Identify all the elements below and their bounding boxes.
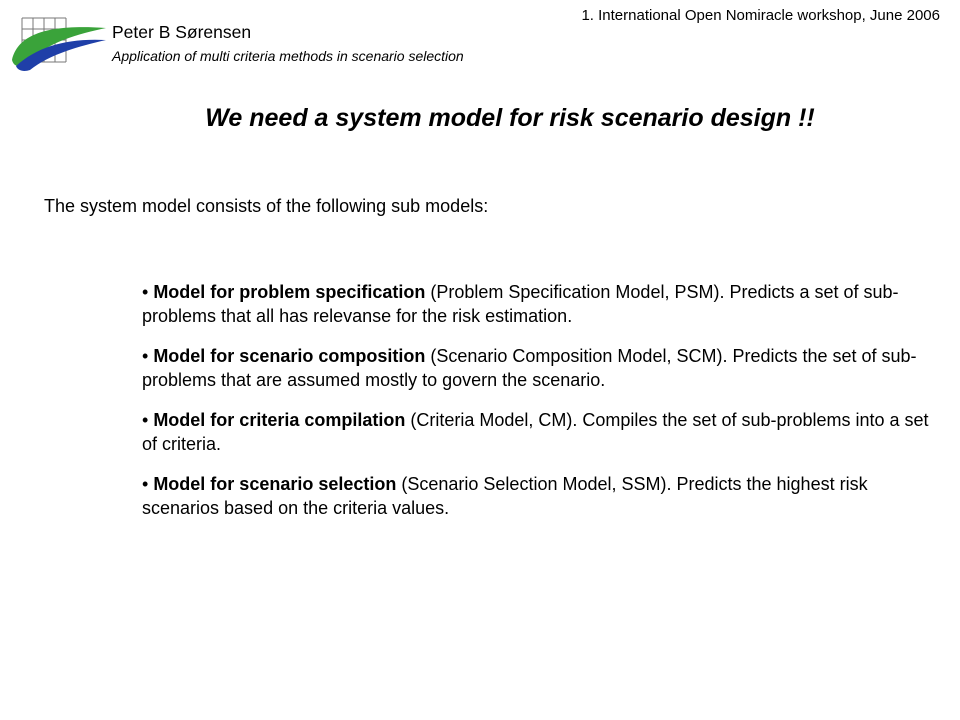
conference-label: 1. International Open Nomiracle workshop, June 2006 xyxy=(581,7,940,24)
intro-text: The system model consists of the following sub models: xyxy=(44,196,489,216)
bullet-heading: Model for scenario composition xyxy=(153,346,426,366)
bullet-item: • Model for criteria compilation (Criteria Model, CM). Compiles the set of sub-problems into a set of criteria. xyxy=(142,410,929,454)
bullet-item: • Model for scenario composition (Scenario Composition Model, SCM). Predicts the set of sub-problems that are assumed mostly to govern the scenario. xyxy=(142,346,917,390)
bullet-text: (Problem Specification Model, PSM). Predicts a set of sub-problems that all has relevanse for the risk estimation. xyxy=(142,282,899,326)
bullet-text: (Scenario Composition Model, SCM). Predicts the set of sub-problems that are assumed mostly to govern the scenario. xyxy=(142,346,917,390)
bullet-item: • Model for scenario selection (Scenario Selection Model, SSM). Predicts the highest risk scenarios based on the criteria values. xyxy=(142,474,868,518)
bullet-heading: Model for criteria compilation xyxy=(153,410,406,430)
nomiracle-logo-icon xyxy=(8,16,108,72)
bullet-heading: Model for scenario selection xyxy=(153,474,397,494)
presentation-subtitle: Application of multi criteria methods in scenario selection xyxy=(112,48,464,64)
bullet-text: (Scenario Selection Model, SSM). Predicts the highest risk scenarios based on the criteria values. xyxy=(142,474,868,518)
author-name: Peter B Sørensen xyxy=(112,22,252,42)
bullet-item: • Model for problem specification (Problem Specification Model, PSM). Predicts a set of sub-problems that all has relevanse for the risk estimation. xyxy=(142,282,899,326)
bullet-list xyxy=(142,280,942,536)
slide-title: We need a system model for risk scenario design !! xyxy=(205,104,815,132)
bullet-text: (Criteria Model, CM). Compiles the set of sub-problems into a set of criteria. xyxy=(142,410,929,454)
bullet-heading: Model for problem specification xyxy=(153,282,426,302)
